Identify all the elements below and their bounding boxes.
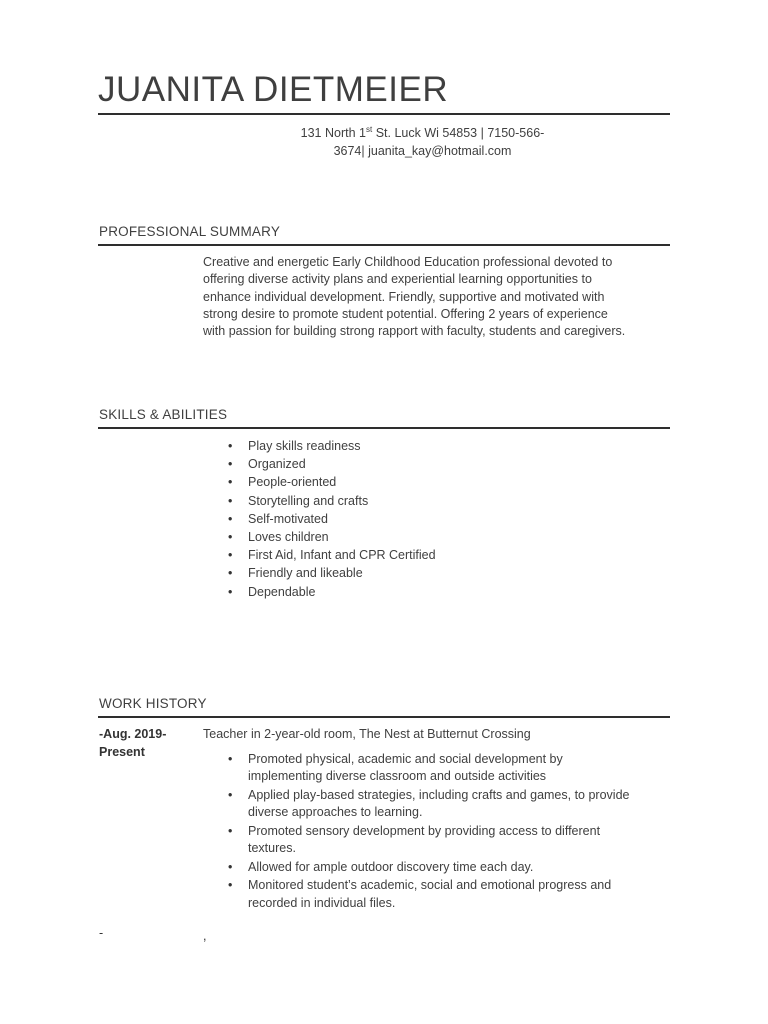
duty-text: Promoted physical, academic and social development by implementing diverse classroom and outside activities bbox=[248, 752, 563, 784]
bullet-icon: • bbox=[228, 548, 233, 563]
summary-text: Creative and energetic Early Childhood Education professional devoted to offering diverse activity plans and experiential learning opportunities to enhance individual development. Friendly, supportive and motivated with strong desire to promote student potential. Offering 2 years of experience with passion for building strong rapport with faculty, students and caregivers. bbox=[203, 255, 626, 339]
skill-label: Friendly and likeable bbox=[248, 566, 363, 581]
section-title-work: WORK HISTORY bbox=[99, 696, 207, 711]
skills-list bbox=[228, 437, 436, 601]
bullet-icon: • bbox=[228, 493, 233, 508]
job-duties-list bbox=[228, 751, 638, 913]
bullet-icon: • bbox=[228, 878, 233, 893]
skill-label: People-oriented bbox=[248, 475, 337, 490]
bullet-icon: • bbox=[228, 752, 233, 766]
list-item bbox=[228, 787, 638, 821]
bullet-icon: • bbox=[228, 859, 233, 874]
bullet-icon: • bbox=[228, 823, 233, 838]
skill-label: Organized bbox=[248, 457, 306, 472]
list-item bbox=[228, 510, 436, 528]
contact-info bbox=[290, 124, 555, 160]
work-divider bbox=[98, 716, 670, 718]
job-dates: -Aug. 2019-Present bbox=[99, 727, 167, 759]
bullet-icon: • bbox=[228, 475, 233, 490]
summary-divider bbox=[98, 244, 670, 246]
bullet-icon: • bbox=[228, 457, 233, 472]
skill-label: Play skills readiness bbox=[248, 439, 361, 453]
duty-text: Promoted sensory development by providing access to different textures. bbox=[248, 823, 601, 856]
list-item bbox=[228, 859, 638, 876]
bullet-icon: • bbox=[228, 530, 233, 545]
skill-label: Loves children bbox=[248, 530, 329, 545]
bullet-icon: • bbox=[228, 566, 233, 581]
section-title-skills: SKILLS & ABILITIES bbox=[99, 407, 228, 422]
next-job-dates-fragment: - bbox=[99, 926, 104, 940]
next-job-title-fragment: , bbox=[203, 929, 207, 943]
list-item bbox=[228, 583, 436, 601]
bullet-icon: • bbox=[228, 787, 233, 802]
bullet-icon: • bbox=[228, 584, 233, 599]
job-title: Teacher in 2-year-old room, The Nest at Butternut Crossing bbox=[203, 727, 531, 741]
duty-text: Allowed for ample outdoor discovery time each day. bbox=[248, 859, 534, 874]
duty-text: Monitored student’s academic, social and emotional progress and recorded in individual files. bbox=[248, 878, 612, 910]
list-item bbox=[228, 823, 638, 857]
skill-label: Storytelling and crafts bbox=[248, 493, 369, 508]
list-item bbox=[228, 751, 638, 785]
bullet-icon: • bbox=[228, 511, 233, 526]
list-item bbox=[228, 546, 436, 564]
list-item bbox=[228, 455, 436, 473]
duty-text: Applied play-based strategies, including crafts and games, to provide diverse approaches to learning. bbox=[248, 787, 630, 820]
contact-phone-email: 3674| juanita_kay@hotmail.com bbox=[333, 144, 512, 158]
list-item bbox=[228, 473, 436, 491]
list-item bbox=[228, 564, 436, 582]
contact-address-ordinal: st bbox=[365, 124, 373, 134]
list-item bbox=[228, 492, 436, 510]
candidate-name: JUANITA DIETMEIER bbox=[98, 70, 449, 109]
section-title-summary: PROFESSIONAL SUMMARY bbox=[99, 224, 281, 239]
contact-address-start: 131 North 1 bbox=[300, 126, 366, 140]
list-item bbox=[228, 437, 436, 455]
list-item bbox=[228, 877, 638, 911]
bullet-icon: • bbox=[228, 439, 233, 453]
header-divider bbox=[98, 113, 670, 115]
skill-label: Self-motivated bbox=[248, 511, 328, 526]
list-item bbox=[228, 528, 436, 546]
contact-address-end: St. Luck Wi 54853 | 7150-566- bbox=[372, 126, 545, 140]
skill-label: First Aid, Infant and CPR Certified bbox=[248, 548, 436, 563]
skill-label: Dependable bbox=[248, 584, 316, 599]
skills-divider bbox=[98, 427, 670, 429]
